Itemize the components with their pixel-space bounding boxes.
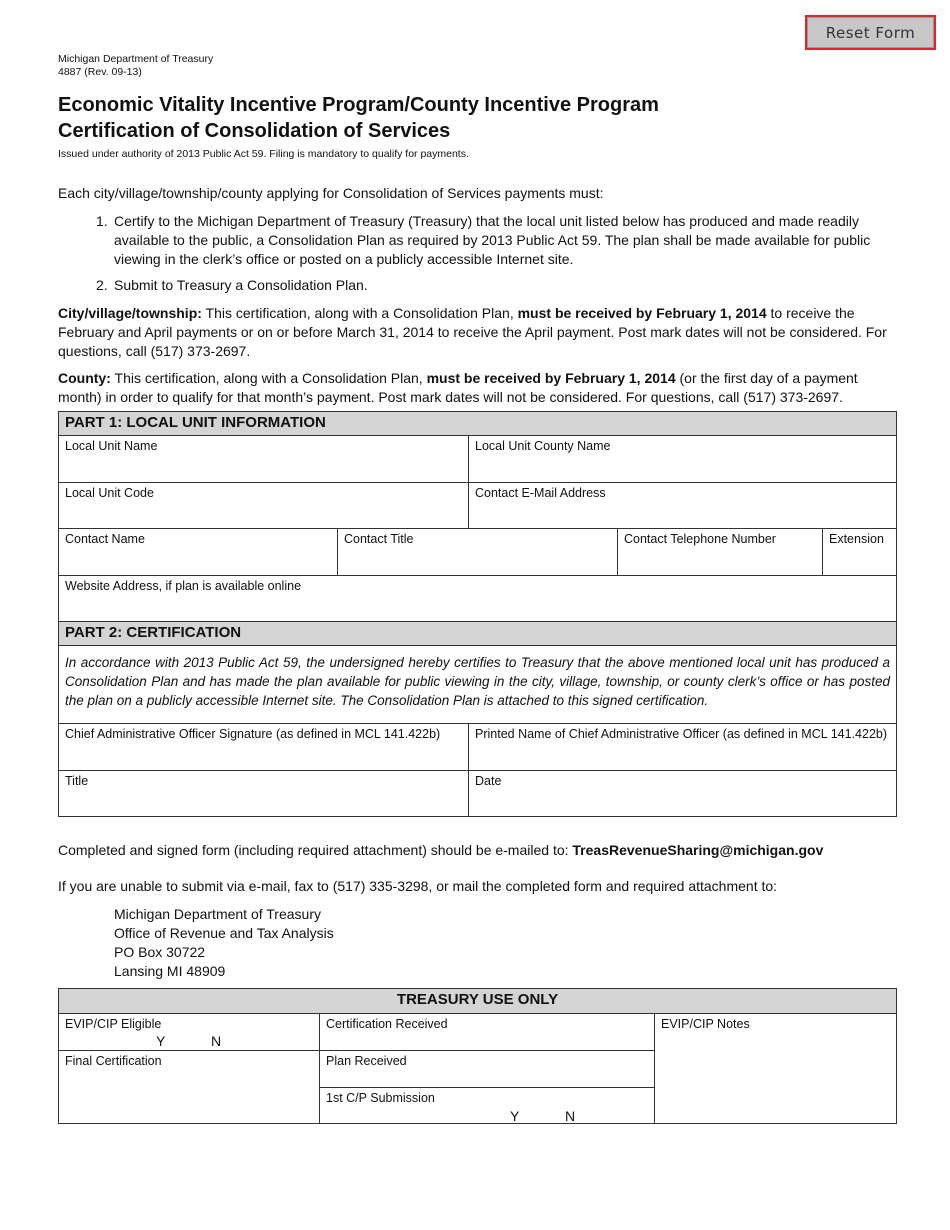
- local-unit-code-field[interactable]: [59, 482, 469, 528]
- field-label: Extension: [829, 532, 884, 546]
- county-label: County:: [58, 370, 111, 386]
- field-label: Chief Administrative Officer Signature (as defined in MCL 141.422b): [65, 727, 441, 741]
- city-text-1: This certification, along with a Consolidation Plan,: [201, 305, 518, 321]
- field-label: Local Unit Name: [65, 439, 158, 453]
- first-submission-field[interactable]: [320, 1087, 654, 1123]
- field-label: Date: [475, 774, 502, 788]
- local-unit-name-field[interactable]: [59, 435, 469, 482]
- field-label: Contact E-Mail Address: [475, 486, 606, 500]
- field-label: Printed Name of Chief Administrative Officer (as defined in MCL 141.422b): [475, 727, 888, 741]
- fax-instruction: If you are unable to submit via e-mail, fax to (517) 335-3298, or mail the completed form and required attachment to:: [58, 878, 778, 894]
- local-unit-county-name-field[interactable]: [469, 435, 896, 482]
- requirement-item-2: [96, 276, 898, 295]
- part1-heading: PART 1: LOCAL UNIT INFORMATION: [59, 412, 896, 435]
- field-label: Website Address, if plan is available online: [65, 579, 302, 593]
- intro-lead: Each city/village/township/county applying for Consolidation of Services payments must:: [58, 185, 604, 201]
- requirement-item-1: [96, 212, 898, 269]
- county-text-1: This certification, along with a Consolidation Plan,: [110, 370, 427, 386]
- certification-statement: In accordance with 2013 Public Act 59, the undersigned hereby certifies to Treasury that the above mentioned local unit has produced a Consolidation Plan and has made the plan available for public viewing in the city, village, township, or county clerk’s office or has posted the plan on a publicly accessible Internet site. The Consolidation Plan is attached to this signed certification.: [65, 655, 890, 708]
- item-text: Certify to the Michigan Department of Treasury (Treasury) that the local unit listed below has produced and made readily available to the public, a Consolidation Plan as required by 2013 Public Act 59. The plan shall be made available for public viewing in the clerk’s office or posted on a publicly accessible Internet site.: [114, 213, 871, 267]
- field-label: Local Unit County Name: [475, 439, 611, 453]
- county-paragraph: [58, 369, 898, 407]
- field-label: Certification Received: [326, 1017, 448, 1031]
- city-deadline: must be received by February 1, 2014: [517, 305, 767, 321]
- email-instruction: [58, 841, 898, 860]
- field-label: Plan Received: [326, 1054, 407, 1068]
- printed-name-field[interactable]: [469, 723, 896, 770]
- mailing-address: [114, 905, 334, 981]
- field-label: Contact Title: [344, 532, 414, 546]
- item-text: Submit to Treasury a Consolidation Plan.: [114, 277, 368, 293]
- website-address-field[interactable]: [59, 575, 896, 621]
- address-line: Lansing MI 48909: [114, 963, 226, 979]
- item-number: 2.: [96, 277, 108, 293]
- date-field[interactable]: [469, 770, 896, 816]
- email-text: Completed and signed form (including required attachment) should be e-mailed to:: [58, 842, 573, 858]
- email-address[interactable]: TreasRevenueSharing@michigan.gov: [572, 842, 824, 858]
- field-label: Final Certification: [65, 1054, 162, 1068]
- field-label: EVIP/CIP Eligible: [65, 1017, 162, 1031]
- first-submission-yes[interactable]: Y: [510, 1108, 520, 1124]
- field-label: Contact Telephone Number: [624, 532, 776, 546]
- extension-field[interactable]: [823, 528, 896, 575]
- title-field[interactable]: [59, 770, 469, 816]
- county-text-2: (or the first day of a payment month) in order to qualify for that month’s payment. Post mark dates will not be considered. For questions, call (517) 373-2697.: [58, 370, 858, 405]
- final-certification-field[interactable]: [59, 1050, 319, 1123]
- certification-received-field[interactable]: [320, 1013, 654, 1050]
- contact-email-field[interactable]: [469, 482, 896, 528]
- address-line: PO Box 30722: [114, 944, 206, 960]
- field-label: EVIP/CIP Notes: [661, 1017, 750, 1031]
- part2-heading: PART 2: CERTIFICATION: [59, 622, 896, 645]
- title-line-1: Economic Vitality Incentive Program/County Incentive Program: [58, 94, 659, 116]
- form-number: 4887 (Rev. 09-13): [58, 66, 142, 78]
- field-label: 1st C/P Submission: [326, 1091, 435, 1105]
- treasury-heading: TREASURY USE ONLY: [59, 989, 896, 1013]
- item-number: 1.: [96, 213, 108, 229]
- signature-field[interactable]: [59, 723, 469, 770]
- contact-telephone-field[interactable]: [618, 528, 823, 575]
- evip-notes-field[interactable]: [655, 1013, 896, 1123]
- certification-form: [58, 411, 897, 817]
- evip-eligible-yes[interactable]: Y: [156, 1033, 166, 1049]
- reset-form-button[interactable]: Reset Form: [805, 15, 936, 50]
- evip-eligible-no[interactable]: N: [211, 1033, 222, 1049]
- contact-title-field[interactable]: [338, 528, 618, 575]
- address-line: Office of Revenue and Tax Analysis: [114, 925, 334, 941]
- field-label: Title: [65, 774, 89, 788]
- field-label: Contact Name: [65, 532, 145, 546]
- authority-text: Issued under authority of 2013 Public Act 59. Filing is mandatory to qualify for payments.: [58, 148, 469, 160]
- plan-received-field[interactable]: [320, 1050, 654, 1087]
- city-paragraph: [58, 304, 898, 361]
- treasury-use-table: [58, 988, 897, 1124]
- field-label: Local Unit Code: [65, 486, 154, 500]
- contact-name-field[interactable]: [59, 528, 338, 575]
- address-line: Michigan Department of Treasury: [114, 906, 321, 922]
- city-text-2: to receive the February and April payments or on or before March 31, 2014 to receive the April payment. Post mark dates will not be considered. For questions, call (517) 373-2697.: [58, 305, 887, 359]
- first-submission-no[interactable]: N: [565, 1108, 576, 1124]
- evip-eligible-field[interactable]: [59, 1013, 319, 1050]
- agency-name: Michigan Department of Treasury: [58, 53, 214, 65]
- city-label: City/village/township:: [58, 305, 202, 321]
- title-line-2: Certification of Consolidation of Services: [58, 120, 451, 142]
- county-deadline: must be received by February 1, 2014: [426, 370, 676, 386]
